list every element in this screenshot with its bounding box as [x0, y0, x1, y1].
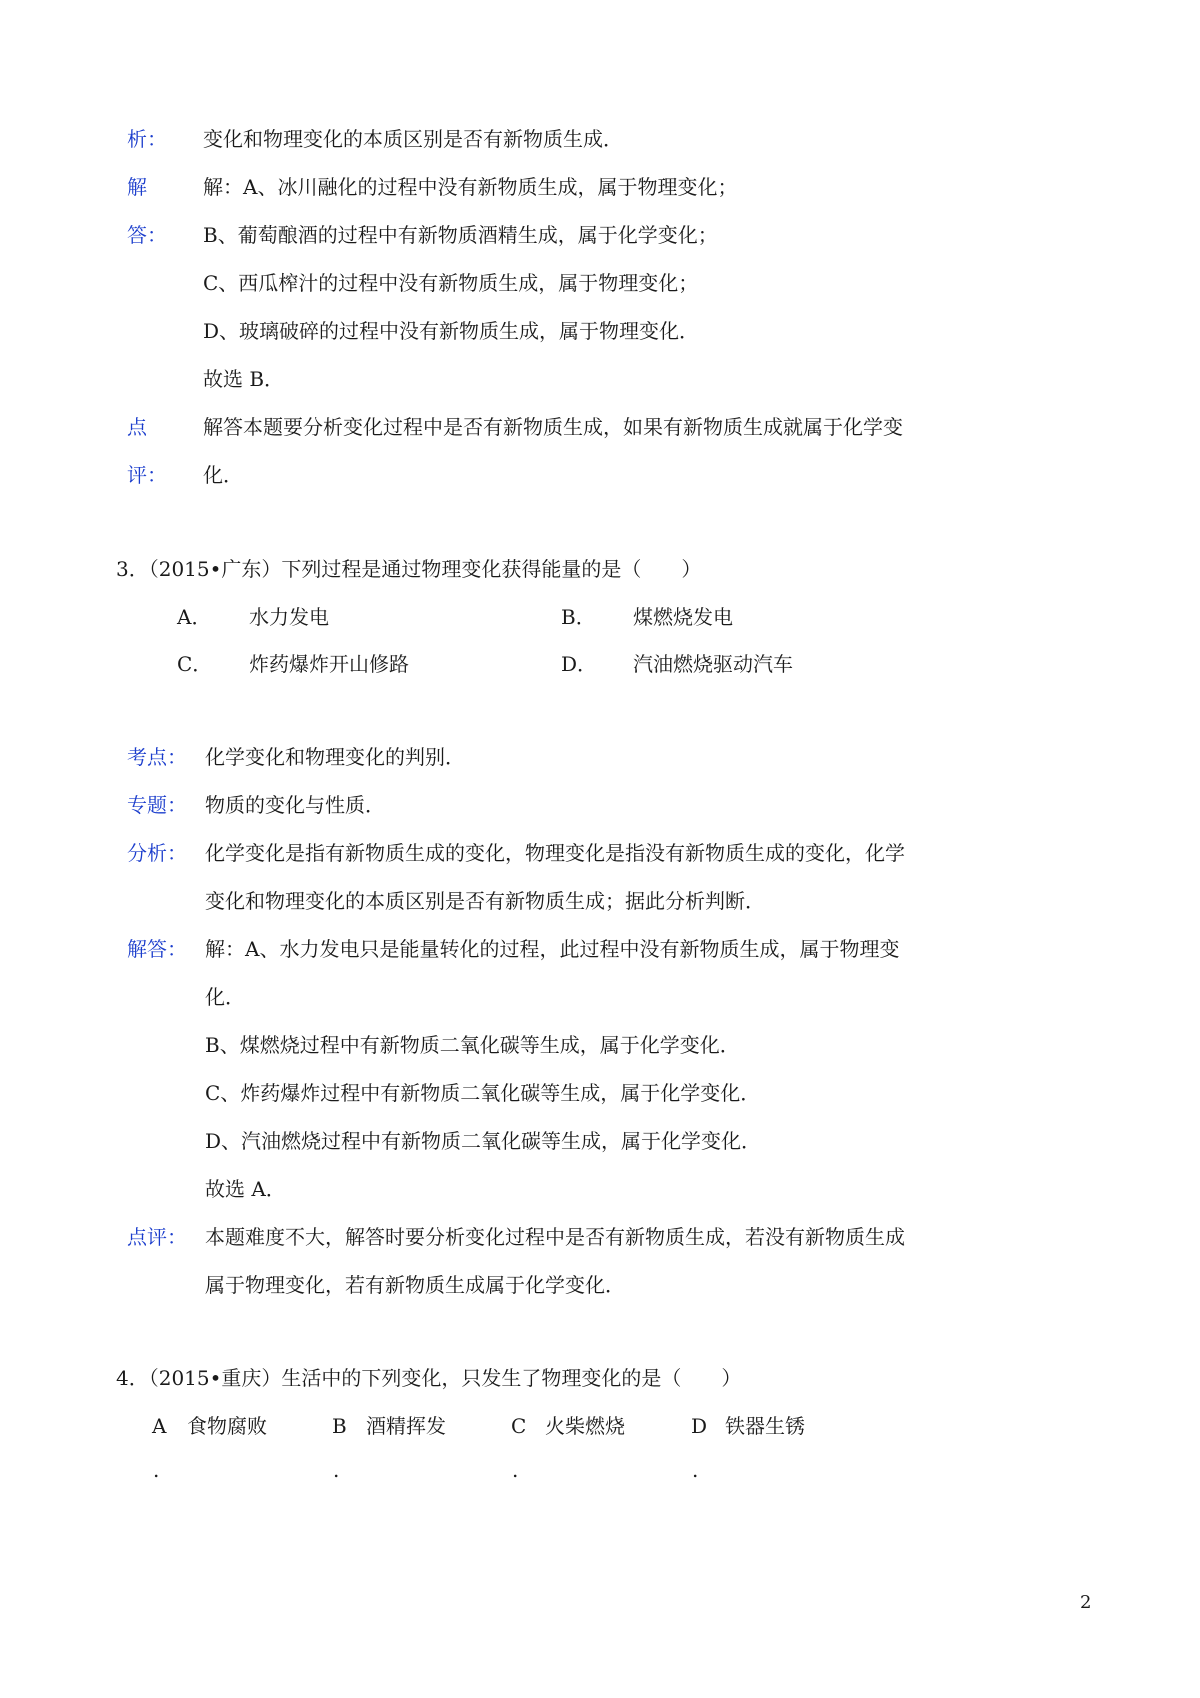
q4-option-a-dot: .: [153, 1458, 160, 1482]
q4-option-c-letter: C: [511, 1414, 527, 1438]
q4-option-b-letter: B: [332, 1414, 347, 1438]
q3-option-a-text: 水力发电: [249, 605, 329, 629]
q3-answer-line: B、煤燃烧过程中有新物质二氧化碳等生成，属于化学变化．: [205, 1033, 740, 1057]
comment-line: 化．: [203, 463, 243, 487]
answer-label-top: 解: [127, 175, 147, 199]
q3-topic-text: 物质的变化与性质．: [205, 793, 385, 817]
q3-analysis-label: 分析：: [127, 841, 187, 865]
analysis-text: 变化和物理变化的本质区别是否有新物质生成．: [203, 127, 623, 151]
question-3-stem: 3．（2015•广东）下列过程是通过物理变化获得能量的是（ ）: [116, 557, 702, 581]
q4-option-d-dot: .: [692, 1458, 699, 1482]
answer-line: 故选 B．: [203, 367, 285, 391]
q3-option-c-text: 炸药爆炸开山修路: [249, 652, 409, 676]
answer-label-bottom: 答：: [127, 223, 167, 247]
q3-comment-label: 点评：: [127, 1225, 187, 1249]
q3-answer-line: D、汽油燃烧过程中有新物质二氧化碳等生成，属于化学变化．: [205, 1129, 762, 1153]
q4-option-a-text: 食物腐败: [187, 1414, 267, 1438]
comment-label-top: 点: [127, 415, 147, 439]
q3-option-d-letter: D．: [561, 652, 598, 676]
q3-comment-line: 本题难度不大，解答时要分析变化过程中是否有新物质生成，若没有新物质生成: [205, 1225, 905, 1249]
comment-line: 解答本题要分析变化过程中是否有新物质生成，如果有新物质生成就属于化学变: [203, 415, 903, 439]
q3-topic-label: 专题：: [127, 793, 187, 817]
answer-line: D、玻璃破碎的过程中没有新物质生成，属于物理变化．: [203, 319, 700, 343]
q3-option-a-letter: A．: [177, 605, 212, 629]
analysis-label: 析：: [127, 127, 167, 151]
q3-point-label: 考点：: [127, 745, 187, 769]
q4-option-c-dot: .: [512, 1458, 519, 1482]
q4-option-d-letter: D: [691, 1414, 708, 1438]
answer-line: B、葡萄酿酒的过程中有新物质酒精生成，属于化学变化；: [203, 223, 718, 247]
q3-answer-line: 解：A、水力发电只是能量转化的过程，此过程中没有新物质生成，属于物理变: [205, 937, 900, 961]
q3-answer-line: C、炸药爆炸过程中有新物质二氧化碳等生成，属于化学变化．: [205, 1081, 761, 1105]
q3-point-text: 化学变化和物理变化的判别．: [205, 745, 465, 769]
q4-option-c-text: 火柴燃烧: [545, 1414, 625, 1438]
q4-option-b-dot: .: [333, 1458, 340, 1482]
q3-option-c-letter: C．: [177, 652, 213, 676]
q3-option-d-text: 汽油燃烧驱动汽车: [633, 652, 793, 676]
page-number: 2: [1080, 1592, 1092, 1613]
q3-answer-line: 故选 A．: [205, 1177, 286, 1201]
answer-line: 解：A、冰川融化的过程中没有新物质生成，属于物理变化；: [203, 175, 738, 199]
q3-option-b-text: 煤燃烧发电: [633, 605, 733, 629]
q3-analysis-line: 化学变化是指有新物质生成的变化，物理变化是指没有新物质生成的变化，化学: [205, 841, 905, 865]
answer-line: C、西瓜榨汁的过程中没有新物质生成，属于物理变化；: [203, 271, 699, 295]
q3-option-b-letter: B．: [561, 605, 596, 629]
q3-analysis-line: 变化和物理变化的本质区别是否有新物质生成；据此分析判断．: [205, 889, 765, 913]
q3-comment-line: 属于物理变化，若有新物质生成属于化学变化．: [205, 1273, 625, 1297]
q3-answer-line: 化．: [205, 985, 245, 1009]
q4-option-b-text: 酒精挥发: [366, 1414, 446, 1438]
q4-option-a-letter: A: [152, 1414, 167, 1438]
question-4-stem: 4．（2015•重庆）生活中的下列变化，只发生了物理变化的是（ ）: [116, 1366, 742, 1390]
comment-label-bottom: 评：: [127, 463, 167, 487]
q3-answer-label: 解答：: [127, 937, 187, 961]
q4-option-d-text: 铁器生锈: [725, 1414, 805, 1438]
